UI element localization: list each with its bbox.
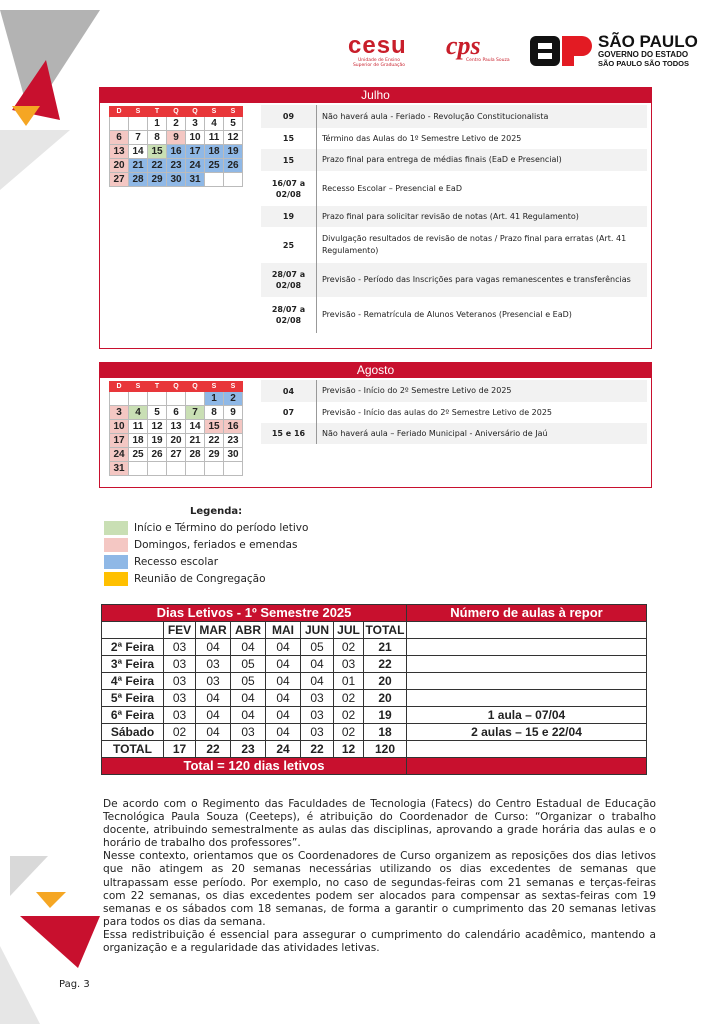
- event-row: [261, 149, 647, 171]
- event-row: [261, 402, 647, 423]
- calendar-week: [110, 462, 243, 476]
- calendar-day: [129, 392, 148, 406]
- calendar-week: [110, 420, 243, 434]
- calendar-day: 17: [110, 434, 129, 448]
- calendar-day: 24: [186, 159, 205, 173]
- event-date: 15 e 16: [261, 423, 317, 444]
- value-cell: 02: [334, 724, 364, 741]
- event-row: [261, 227, 647, 263]
- event-text: Divulgação resultados de revisão de notas / Prazo final para erratas (Art. 41 Regulamento): [322, 234, 627, 255]
- calendar-day: 11: [129, 420, 148, 434]
- calendar-day: 31: [110, 462, 129, 476]
- calendar-day: 1: [205, 392, 224, 406]
- sao-paulo-logo: SÃO PAULO GOVERNO DO ESTADO SÃO PAULO SÃO TODOS: [530, 33, 698, 68]
- value-cell: 04: [301, 673, 334, 690]
- calendar-day: 17: [186, 145, 205, 159]
- calendar-day: 13: [110, 145, 129, 159]
- calendar-week: [110, 145, 243, 159]
- table-footer-row: [102, 758, 647, 775]
- calendar-day: 22: [205, 434, 224, 448]
- page-number: Pag. 3: [59, 979, 90, 990]
- paragraph: De acordo com o Regimento das Faculdades de Tecnologia (Fatecs) do Centro Estadual de Educação Tecnológica Paula Souza (Ceeteps), é atribuição do Coordenador de Curso: “Organizar o trabalho docente, atribuindo semestralmente as aulas das disciplinas, aprovando a grade horária das aulas e o horário de trabalho dos professores”.: [103, 798, 656, 850]
- value-cell: 18: [364, 724, 407, 741]
- calendar-day: [205, 173, 224, 187]
- value-cell: 03: [334, 656, 364, 673]
- calendar-day: 1: [148, 117, 167, 131]
- calendar-week: [110, 392, 243, 406]
- day-cell: TOTAL: [102, 741, 164, 758]
- value-cell: 03: [301, 707, 334, 724]
- value-cell: 21: [364, 639, 407, 656]
- august-events: [261, 380, 647, 444]
- calendar-day: 9: [224, 406, 243, 420]
- calendar-day: 30: [224, 448, 243, 462]
- calendar-day: 28: [129, 173, 148, 187]
- calendar-day: 3: [110, 406, 129, 420]
- value-cell: 03: [164, 673, 196, 690]
- event-date: 16/07 a 02/08: [261, 171, 317, 206]
- calendar-day: 18: [205, 145, 224, 159]
- calendar-week: [110, 117, 243, 131]
- calendar-day: [186, 392, 205, 406]
- calendar-day: [167, 392, 186, 406]
- weekday-header: S: [129, 382, 148, 392]
- value-cell: 03: [301, 724, 334, 741]
- event-text: Término das Aulas do 1º Semestre Letivo de 2025: [322, 133, 522, 143]
- value-cell: 04: [196, 690, 231, 707]
- value-cell: 01: [334, 673, 364, 690]
- month-title: Julho: [100, 88, 651, 103]
- calendar-day: 10: [186, 131, 205, 145]
- table-row: [102, 656, 647, 673]
- value-cell: 03: [164, 656, 196, 673]
- calendar-day: 22: [148, 159, 167, 173]
- event-text: Previsão - Rematrícula de Alunos Veteranos (Presencial e EaD): [322, 310, 572, 319]
- calendar-day: 14: [129, 145, 148, 159]
- value-cell: 04: [231, 707, 266, 724]
- value-cell: 04: [231, 690, 266, 707]
- august-calendar: [109, 381, 243, 476]
- sao-paulo-mark-icon: [530, 36, 592, 66]
- calendar-day: 4: [129, 406, 148, 420]
- header-cell: JUL: [334, 622, 364, 639]
- header-cell: MAR: [196, 622, 231, 639]
- calendar-day: 12: [148, 420, 167, 434]
- legend-swatch: [104, 555, 128, 569]
- header-cell: ABR: [231, 622, 266, 639]
- day-cell: 4ª Feira: [102, 673, 164, 690]
- value-cell: 02: [334, 707, 364, 724]
- legend-label: Reunião de Congregação: [134, 572, 266, 585]
- value-cell: 03: [301, 690, 334, 707]
- july-calendar: [109, 106, 243, 187]
- legend-item: [104, 519, 308, 536]
- legend-item: [104, 536, 308, 553]
- calendar-day: [129, 117, 148, 131]
- legend-label: Domingos, feriados e emendas: [134, 538, 298, 551]
- value-cell: 04: [266, 690, 301, 707]
- event-date: 15: [261, 128, 317, 149]
- event-text: Prazo final para entrega de médias finais (EaD e Presencial): [322, 155, 562, 164]
- calendar-day: 23: [224, 434, 243, 448]
- table-title: Dias Letivos - 1º Semestre 2025: [102, 605, 407, 622]
- value-cell: 19: [364, 707, 407, 724]
- table-header-row: [102, 622, 647, 639]
- table-row: [102, 639, 647, 656]
- event-date: 28/07 a 02/08: [261, 297, 317, 333]
- calendar-week: [110, 406, 243, 420]
- calendar-week: [110, 173, 243, 187]
- calendar-day: 29: [148, 173, 167, 187]
- weekday-header: D: [110, 382, 129, 392]
- calendar-day: 15: [205, 420, 224, 434]
- value-cell: 120: [364, 741, 407, 758]
- value-cell: 22: [364, 656, 407, 673]
- calendar-day: 8: [205, 406, 224, 420]
- july-events: [261, 105, 647, 333]
- value-cell: 02: [334, 639, 364, 656]
- header-cell: [102, 622, 164, 639]
- event-row: [261, 105, 647, 128]
- july-section: [99, 87, 652, 349]
- calendar-day: 18: [129, 434, 148, 448]
- event-text: Previsão - Início das aulas do 2º Semestre Letivo de 2025: [322, 407, 553, 417]
- value-cell: 04: [196, 724, 231, 741]
- legend-label: Recesso escolar: [134, 555, 219, 568]
- event-text: Prazo final para solicitar revisão de notas (Art. 41 Regulamento): [322, 211, 579, 221]
- calendar-day: [110, 117, 129, 131]
- calendar-day: 5: [224, 117, 243, 131]
- calendar-day: 21: [129, 159, 148, 173]
- dias-letivos-table: [101, 604, 647, 775]
- month-title: Agosto: [100, 363, 651, 378]
- event-row: [261, 128, 647, 149]
- calendar-day: 20: [167, 434, 186, 448]
- legend-swatch: [104, 538, 128, 552]
- calendar-day: 27: [167, 448, 186, 462]
- calendar-day: 23: [167, 159, 186, 173]
- event-text: Previsão - Período das Inscrições para vagas remanescentes e transferências: [322, 275, 631, 284]
- event-row: [261, 380, 647, 402]
- value-cell: 02: [334, 690, 364, 707]
- calendar-day: 12: [224, 131, 243, 145]
- legend-item: [104, 570, 308, 587]
- table-row: [102, 741, 647, 758]
- legend-swatch: [104, 572, 128, 586]
- weekday-header-row: [110, 382, 243, 392]
- calendar-week: [110, 159, 243, 173]
- day-cell: 2ª Feira: [102, 639, 164, 656]
- body-text: [103, 798, 656, 955]
- calendar-day: [148, 462, 167, 476]
- calendar-day: 25: [205, 159, 224, 173]
- legend-label: Início e Término do período letivo: [134, 521, 309, 534]
- event-text: Não haverá aula - Feriado - Revolução Constitucionalista: [322, 111, 549, 121]
- calendar-day: 25: [129, 448, 148, 462]
- value-cell: 04: [266, 707, 301, 724]
- total-footer: Total = 120 dias letivos: [102, 758, 407, 775]
- calendar-day: 29: [205, 448, 224, 462]
- header-cell: JUN: [301, 622, 334, 639]
- calendar-day: 4: [205, 117, 224, 131]
- weekday-header: D: [110, 107, 129, 117]
- value-cell: 05: [231, 656, 266, 673]
- repor-cell: 2 aulas – 15 e 22/04: [407, 724, 647, 741]
- value-cell: 20: [364, 690, 407, 707]
- calendar-day: 5: [148, 406, 167, 420]
- value-cell: 22: [301, 741, 334, 758]
- calendar-day: 9: [167, 131, 186, 145]
- calendar-day: 19: [224, 145, 243, 159]
- repor-cell: [407, 673, 647, 690]
- header-cell: FEV: [164, 622, 196, 639]
- calendar-day: 24: [110, 448, 129, 462]
- value-cell: 17: [164, 741, 196, 758]
- value-cell: 03: [196, 656, 231, 673]
- value-cell: 03: [231, 724, 266, 741]
- day-cell: 5ª Feira: [102, 690, 164, 707]
- weekday-header: Q: [186, 107, 205, 117]
- value-cell: 03: [164, 707, 196, 724]
- value-cell: 24: [266, 741, 301, 758]
- value-cell: 12: [334, 741, 364, 758]
- repor-cell: [407, 639, 647, 656]
- repor-title: Número de aulas à repor: [407, 605, 647, 622]
- event-date: 15: [261, 149, 317, 171]
- event-text: Não haverá aula – Feriado Municipal - Aniversário de Jaú: [322, 428, 548, 438]
- weekday-header: S: [205, 382, 224, 392]
- value-cell: 04: [266, 673, 301, 690]
- calendar-day: 2: [224, 392, 243, 406]
- calendar-day: 7: [129, 131, 148, 145]
- day-cell: 3ª Feira: [102, 656, 164, 673]
- value-cell: 04: [231, 639, 266, 656]
- event-row: [261, 206, 647, 227]
- weekday-header: S: [129, 107, 148, 117]
- repor-cell: [407, 741, 647, 758]
- value-cell: 04: [266, 639, 301, 656]
- calendar-day: [110, 392, 129, 406]
- header-cell: TOTAL: [364, 622, 407, 639]
- calendar-day: [205, 462, 224, 476]
- calendar-day: 13: [167, 420, 186, 434]
- calendar-day: 31: [186, 173, 205, 187]
- calendar-day: [167, 462, 186, 476]
- value-cell: 05: [231, 673, 266, 690]
- legend-swatch: [104, 521, 128, 535]
- value-cell: 04: [196, 707, 231, 724]
- value-cell: 23: [231, 741, 266, 758]
- calendar-day: 21: [186, 434, 205, 448]
- calendar-day: [186, 462, 205, 476]
- value-cell: 22: [196, 741, 231, 758]
- value-cell: 04: [196, 639, 231, 656]
- calendar-day: 27: [110, 173, 129, 187]
- repor-cell: [407, 656, 647, 673]
- calendar-day: [224, 462, 243, 476]
- calendar-day: 2: [167, 117, 186, 131]
- event-row: [261, 297, 647, 333]
- august-section: [99, 362, 652, 488]
- event-text: Recesso Escolar – Presencial e EaD: [322, 183, 462, 193]
- weekday-header: S: [224, 107, 243, 117]
- weekday-header: Q: [167, 107, 186, 117]
- weekday-header: S: [205, 107, 224, 117]
- calendar-day: 19: [148, 434, 167, 448]
- calendar-day: 11: [205, 131, 224, 145]
- calendar-day: 26: [224, 159, 243, 173]
- value-cell: 02: [164, 724, 196, 741]
- calendar-day: 16: [167, 145, 186, 159]
- event-date: 28/07 a 02/08: [261, 263, 317, 297]
- cps-logo: cps Centro Paula Souza: [446, 31, 510, 63]
- weekday-header: T: [148, 382, 167, 392]
- value-cell: 03: [164, 690, 196, 707]
- day-cell: 6ª Feira: [102, 707, 164, 724]
- cesu-logo: cesu Unidade de Ensino Superior de Graduação: [348, 32, 407, 68]
- calendar-day: 30: [167, 173, 186, 187]
- event-row: [261, 171, 647, 206]
- paragraph: Nesse contexto, orientamos que os Coordenadores de Curso organizem as reposições dos dias letivos que não atingem as 20 semanas necessárias utilizando os dias excedentes de semanas que ultrapassam esse período. Por exemplo, no caso de segundas-feiras com 21 semanas e terças-feiras com 22 semanas, os dias excedentes podem ser alocados para compensar as sextas-feiras com 19 semanas e os sábados com 18 semanas, de forma a garantir o cumprimento das 20 semanas letivas para todos os dias da semana.: [103, 850, 656, 928]
- weekday-header: T: [148, 107, 167, 117]
- calendar-day: 3: [186, 117, 205, 131]
- table-title-row: [102, 605, 647, 622]
- calendar-day: 26: [148, 448, 167, 462]
- calendar-day: 6: [110, 131, 129, 145]
- value-cell: 04: [301, 656, 334, 673]
- event-date: 19: [261, 206, 317, 227]
- calendar-day: [224, 173, 243, 187]
- legend: [104, 506, 308, 587]
- value-cell: 04: [266, 656, 301, 673]
- calendar-day: [148, 392, 167, 406]
- table-row: [102, 724, 647, 741]
- repor-cell: [407, 622, 647, 639]
- event-date: 09: [261, 105, 317, 128]
- calendar-day: 14: [186, 420, 205, 434]
- calendar-day: 10: [110, 420, 129, 434]
- weekday-header: Q: [186, 382, 205, 392]
- event-row: [261, 423, 647, 444]
- value-cell: 05: [301, 639, 334, 656]
- legend-title: Legenda:: [190, 506, 243, 517]
- legend-item: [104, 553, 308, 570]
- weekday-header-row: [110, 107, 243, 117]
- event-date: 04: [261, 380, 317, 402]
- calendar-day: 8: [148, 131, 167, 145]
- calendar-day: 28: [186, 448, 205, 462]
- value-cell: 03: [196, 673, 231, 690]
- repor-cell: [407, 690, 647, 707]
- value-cell: 04: [266, 724, 301, 741]
- value-cell: 03: [164, 639, 196, 656]
- calendar-day: 15: [148, 145, 167, 159]
- calendar-week: [110, 434, 243, 448]
- table-row: [102, 673, 647, 690]
- table-row: [102, 690, 647, 707]
- calendar-day: 6: [167, 406, 186, 420]
- repor-footer: [407, 758, 647, 775]
- paragraph: Essa redistribuição é essencial para assegurar o cumprimento do calendário acadêmico, mantendo a organização e a regularidade das atividades letivas.: [103, 928, 656, 955]
- event-date: 07: [261, 402, 317, 423]
- table-row: [102, 707, 647, 724]
- event-text: Previsão - Início do 2º Semestre Letivo de 2025: [322, 386, 512, 395]
- value-cell: 20: [364, 673, 407, 690]
- event-date: 25: [261, 227, 317, 263]
- calendar-day: 16: [224, 420, 243, 434]
- weekday-header: S: [224, 382, 243, 392]
- repor-cell: 1 aula – 07/04: [407, 707, 647, 724]
- weekday-header: Q: [167, 382, 186, 392]
- event-row: [261, 263, 647, 297]
- header-cell: MAI: [266, 622, 301, 639]
- calendar-week: [110, 131, 243, 145]
- calendar-week: [110, 448, 243, 462]
- calendar-day: [129, 462, 148, 476]
- calendar-day: 7: [186, 406, 205, 420]
- calendar-day: 20: [110, 159, 129, 173]
- day-cell: Sábado: [102, 724, 164, 741]
